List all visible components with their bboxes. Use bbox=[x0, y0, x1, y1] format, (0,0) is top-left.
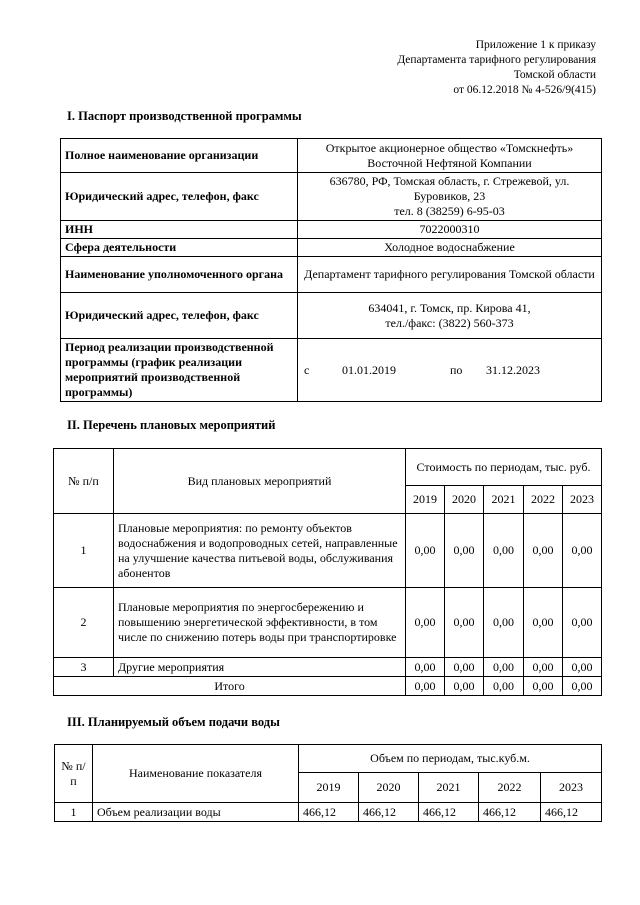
table-row bbox=[54, 658, 602, 677]
authority-address: 634041, г. Томск, пр. Кирова 41, bbox=[368, 300, 531, 315]
water-volume-table bbox=[54, 744, 602, 822]
cost-value: 0,00 bbox=[406, 658, 445, 677]
passport-value: Открытое акционерное общество «Томскнефть» Восточной Нефтяной Компании bbox=[298, 139, 602, 173]
cost-value: 0,00 bbox=[563, 588, 602, 658]
cost-value: 0,00 bbox=[484, 658, 524, 677]
passport-value bbox=[298, 173, 602, 221]
row-num: 1 bbox=[55, 803, 93, 822]
cost-value: 0,00 bbox=[524, 514, 563, 588]
passport-label: Полное наименование организации bbox=[61, 139, 298, 173]
year-header: 2020 bbox=[445, 486, 484, 514]
cost-value: 0,00 bbox=[406, 588, 445, 658]
table-row bbox=[54, 514, 602, 588]
volume-value: 466,12 bbox=[359, 803, 419, 822]
authority-phone: тел./факс: (3822) 560-373 bbox=[385, 315, 514, 330]
activities-header-row bbox=[54, 449, 602, 486]
passport-label: ИНН bbox=[61, 221, 298, 239]
total-value: 0,00 bbox=[524, 677, 563, 696]
appendix-line-1: Приложение 1 к приказу bbox=[475, 39, 596, 51]
section2-title: II. Перечень плановых мероприятий bbox=[67, 418, 276, 432]
activity-name: Другие мероприятия bbox=[114, 658, 406, 677]
total-value: 0,00 bbox=[406, 677, 445, 696]
passport-row bbox=[61, 239, 602, 257]
passport-label: Юридический адрес, телефон, факс bbox=[61, 173, 298, 221]
total-value: 0,00 bbox=[445, 677, 484, 696]
section1-title: I. Паспорт производственной программы bbox=[67, 109, 302, 123]
year-header: 2022 bbox=[524, 486, 563, 514]
year-header: 2021 bbox=[419, 773, 479, 803]
cost-value: 0,00 bbox=[445, 514, 484, 588]
volume-header: Объем по периодам, тыс.куб.м. bbox=[299, 745, 602, 773]
passport-table bbox=[60, 138, 602, 402]
passport-value bbox=[298, 293, 602, 339]
cost-value: 0,00 bbox=[484, 514, 524, 588]
year-header: 2022 bbox=[479, 773, 541, 803]
year-header: 2019 bbox=[299, 773, 359, 803]
table-row bbox=[55, 803, 602, 822]
appendix-line-2: Департамента тарифного регулирования bbox=[397, 54, 596, 66]
passport-value: 7022000310 bbox=[298, 221, 602, 239]
cost-value: 0,00 bbox=[445, 588, 484, 658]
cost-value: 0,00 bbox=[563, 658, 602, 677]
passport-label: Наименование уполномоченного органа bbox=[61, 257, 298, 293]
passport-row bbox=[61, 173, 602, 221]
period bbox=[302, 363, 597, 378]
passport-label: Юридический адрес, телефон, факс bbox=[61, 293, 298, 339]
num-header: № п/п bbox=[55, 745, 93, 803]
phone: тел. 8 (38259) 6-95-03 bbox=[394, 204, 505, 218]
year-header: 2019 bbox=[406, 486, 445, 514]
period-to-date: 31.12.2023 bbox=[486, 362, 540, 377]
passport-row bbox=[61, 339, 602, 402]
period-to-word: по bbox=[450, 362, 463, 377]
volume-value: 466,12 bbox=[541, 803, 602, 822]
passport-row bbox=[61, 293, 602, 339]
year-header: 2021 bbox=[484, 486, 524, 514]
cost-header: Стоимость по периодам, тыс. руб. bbox=[406, 449, 602, 486]
passport-label: Сфера деятельности bbox=[61, 239, 298, 257]
section3-title: III. Планируемый объем подачи воды bbox=[67, 715, 280, 729]
cost-value: 0,00 bbox=[484, 588, 524, 658]
num-header: № п/п bbox=[54, 449, 114, 514]
appendix-header bbox=[397, 38, 596, 98]
period-from-word: с bbox=[304, 362, 310, 377]
activity-name-header: Вид плановых мероприятий bbox=[114, 449, 406, 514]
passport-row bbox=[61, 257, 602, 293]
total-row bbox=[54, 677, 602, 696]
volume-header-row bbox=[55, 745, 602, 773]
total-value: 0,00 bbox=[484, 677, 524, 696]
passport-label: Период реализации производственной программы (график реализации мероприятий производственной программы) bbox=[61, 339, 298, 402]
row-num: 2 bbox=[54, 588, 114, 658]
row-num: 1 bbox=[54, 514, 114, 588]
period-value bbox=[298, 339, 602, 402]
row-num: 3 bbox=[54, 658, 114, 677]
volume-value: 466,12 bbox=[479, 803, 541, 822]
activity-name: Плановые мероприятия: по ремонту объектов водоснабжения и водопроводных сетей, направленные на улучшение качества питьевой воды, обслуживания абонентов bbox=[114, 514, 406, 588]
total-value: 0,00 bbox=[563, 677, 602, 696]
activities-table bbox=[53, 448, 602, 696]
total-label: Итого bbox=[54, 677, 406, 696]
indicator-header: Наименование показателя bbox=[93, 745, 299, 803]
legal-address: 636780, РФ, Томская область, г. Стрежевой, ул. Буровиков, 23 bbox=[329, 174, 570, 203]
period-from-date: 01.01.2019 bbox=[342, 362, 396, 377]
passport-value: Департамент тарифного регулирования Томской области bbox=[298, 257, 602, 293]
year-header: 2023 bbox=[541, 773, 602, 803]
cost-value: 0,00 bbox=[563, 514, 602, 588]
indicator-name: Объем реализации воды bbox=[93, 803, 299, 822]
cost-value: 0,00 bbox=[524, 658, 563, 677]
year-header: 2020 bbox=[359, 773, 419, 803]
cost-value: 0,00 bbox=[445, 658, 484, 677]
volume-value: 466,12 bbox=[299, 803, 359, 822]
appendix-line-3: Томской области bbox=[513, 69, 596, 81]
year-header: 2023 bbox=[563, 486, 602, 514]
cost-value: 0,00 bbox=[406, 514, 445, 588]
volume-value: 466,12 bbox=[419, 803, 479, 822]
activity-name: Плановые мероприятия по энергосбережению и повышению энергетической эффективности, в том числе по снижению потерь воды при транспортировке bbox=[114, 588, 406, 658]
appendix-line-4: от 06.12.2018 № 4-526/9(415) bbox=[453, 84, 596, 96]
cost-value: 0,00 bbox=[524, 588, 563, 658]
table-row bbox=[54, 588, 602, 658]
passport-row bbox=[61, 139, 602, 173]
passport-row bbox=[61, 221, 602, 239]
passport-value: Холодное водоснабжение bbox=[298, 239, 602, 257]
